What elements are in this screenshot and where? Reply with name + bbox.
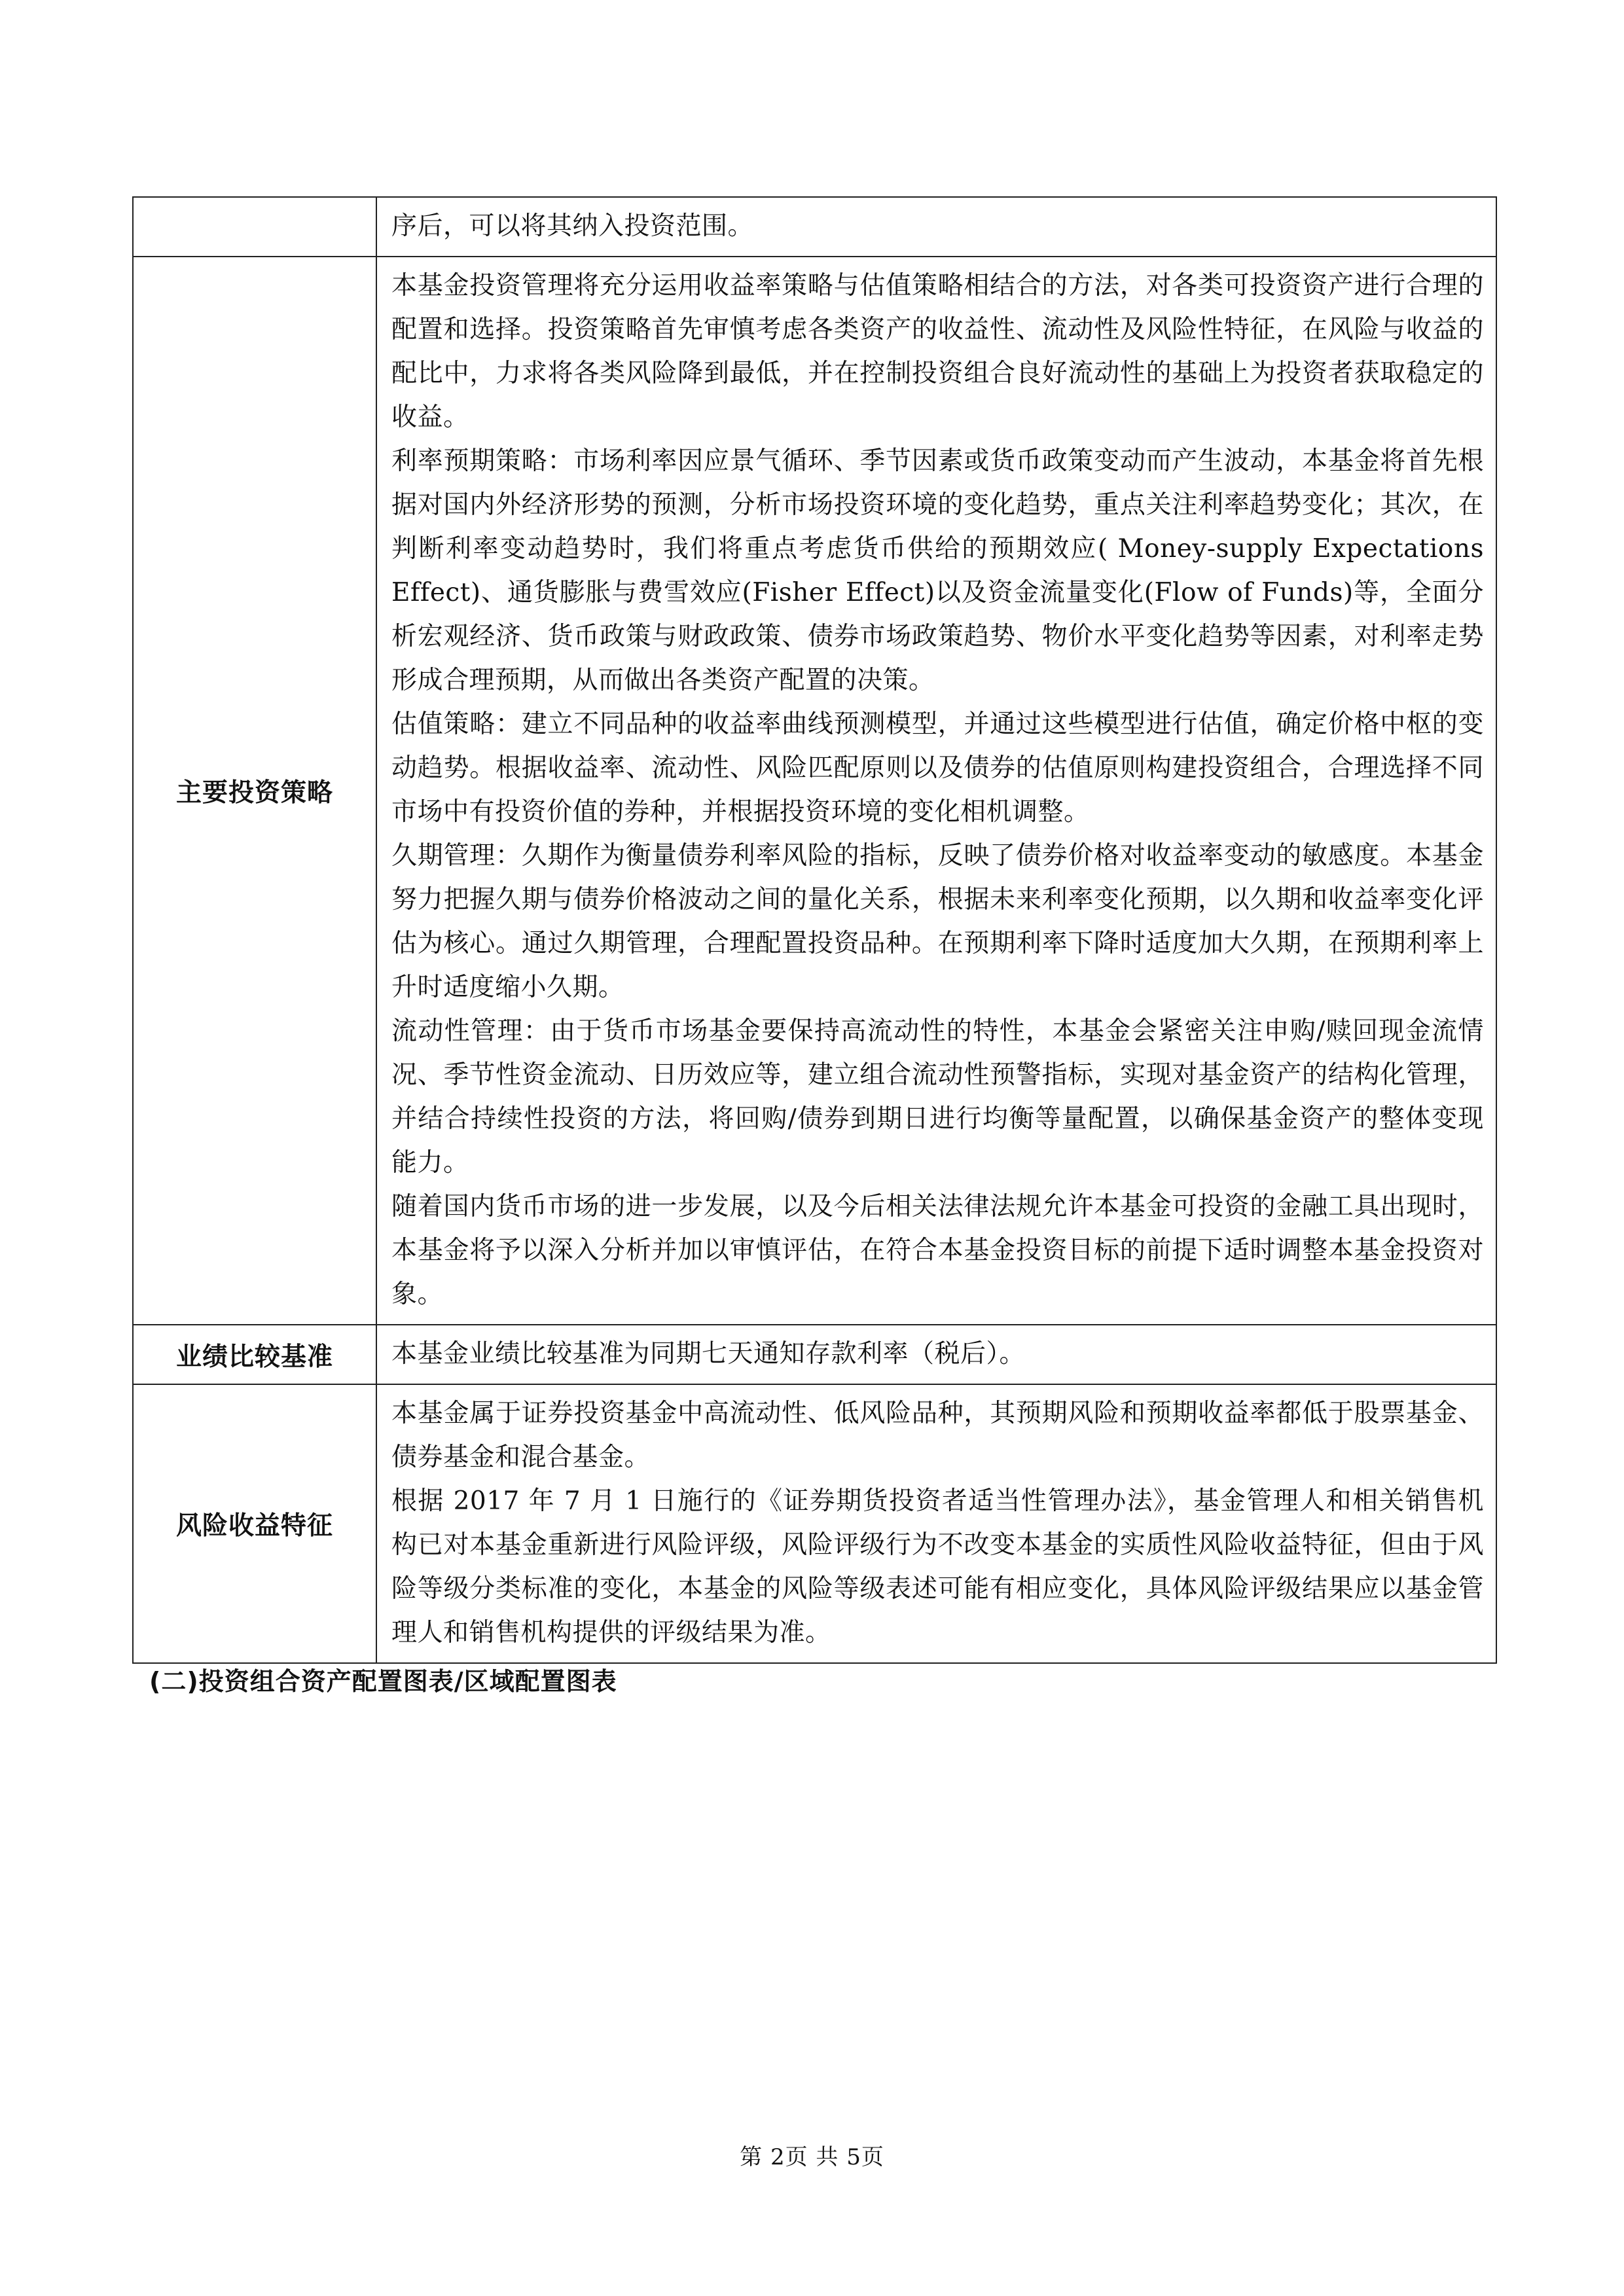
paragraph: 根据 2017 年 7 月 1 日施行的《证券期货投资者适当性管理办法》，基金管理人和相关销售机构已对本基金重新进行风险评级，风险评级行为不改变本基金的实质性风险收益特征，但由于风险等级分类标准的变化，本基金的风险等级表述可能有相应变化，具体风险评级结果应以基金管理人和销售机构提供的评级结果为准。 (391, 1486, 1484, 1647)
paragraph: 本基金业绩比较基准为同期七天通知存款利率（税后）。 (391, 1339, 1026, 1369)
paragraph: 流动性管理：由于货币市场基金要保持高流动性的特性，本基金会紧密关注申购/赎回现金流情况、季节性资金流动、日历效应等，建立组合流动性预警指标，实现对基金资产的结构化管理，并结合持续性投资的方法，将回购/债券到期日进行均衡等量配置，以确保基金资产的整体变现能力。 (391, 1016, 1484, 1177)
table-row (133, 1325, 1496, 1384)
fund-info-table (132, 196, 1497, 1664)
row-label-investment-strategy: 主要投资策略 (133, 257, 376, 1325)
row-label-benchmark: 业绩比较基准 (133, 1325, 376, 1384)
table-row (133, 257, 1496, 1325)
paragraph: 本基金属于证券投资基金中高流动性、低风险品种，其预期风险和预期收益率都低于股票基金、债券基金和混合基金。 (391, 1399, 1484, 1472)
paragraph: 久期管理：久期作为衡量债券利率风险的指标，反映了债券价格对收益率变动的敏感度。本基金努力把握久期与债券价格波动之间的量化关系，根据未来利率变化预期，以久期和收益率变化评估为核心。通过久期管理，合理配置投资品种。在预期利率下降时适度加大久期，在预期利率上升时适度缩小久期。 (391, 841, 1484, 1002)
row-content (376, 257, 1496, 1325)
table-row (133, 197, 1496, 257)
row-content (376, 1384, 1496, 1663)
paragraph: 本基金投资管理将充分运用收益率策略与估值策略相结合的方法，对各类可投资资产进行合理的配置和选择。投资策略首先审慎考虑各类资产的收益性、流动性及风险性特征，在风险与收益的配比中，力求将各类风险降到最低，并在控制投资组合良好流动性的基础上为投资者获取稳定的收益。 (391, 271, 1484, 432)
paragraph: 估值策略：建立不同品种的收益率曲线预测模型，并通过这些模型进行估值，确定价格中枢的变动趋势。根据收益率、流动性、风险匹配原则以及债券的估值原则构建投资组合，合理选择不同市场中有投资价值的券种，并根据投资环境的变化相机调整。 (391, 709, 1484, 827)
row-label-risk-return: 风险收益特征 (133, 1384, 376, 1663)
paragraph: 序后，可以将其纳入投资范围。 (391, 211, 754, 241)
row-label (133, 197, 376, 257)
section-heading: (二)投资组合资产配置图表/区域配置图表 (149, 1667, 617, 1696)
table-row (133, 1384, 1496, 1663)
paragraph: 随着国内货币市场的进一步发展，以及今后相关法律法规允许本基金可投资的金融工具出现时，本基金将予以深入分析并加以审慎评估，在符合本基金投资目标的前提下适时调整本基金投资对象。 (391, 1192, 1484, 1309)
row-content (376, 197, 1496, 257)
row-content (376, 1325, 1496, 1384)
page-number: 第 2页 共 5页 (740, 2144, 884, 2170)
paragraph: 利率预期策略：市场利率因应景气循环、季节因素或货币政策变动而产生波动，本基金将首先根据对国内外经济形势的预测，分析市场投资环境的变化趋势，重点关注利率趋势变化；其次，在判断利率变动趋势时，我们将重点考虑货币供给的预期效应( Money-supply Expectations Effect)、通货膨胀与费雪效应(Fisher Effect)以及资金流量变化(Flow of Funds)等，全面分析宏观经济、货币政策与财政政策、债券市场政策趋势、物价水平变化趋势等因素，对利率走势形成合理预期，从而做出各类资产配置的决策。 (391, 446, 1484, 695)
